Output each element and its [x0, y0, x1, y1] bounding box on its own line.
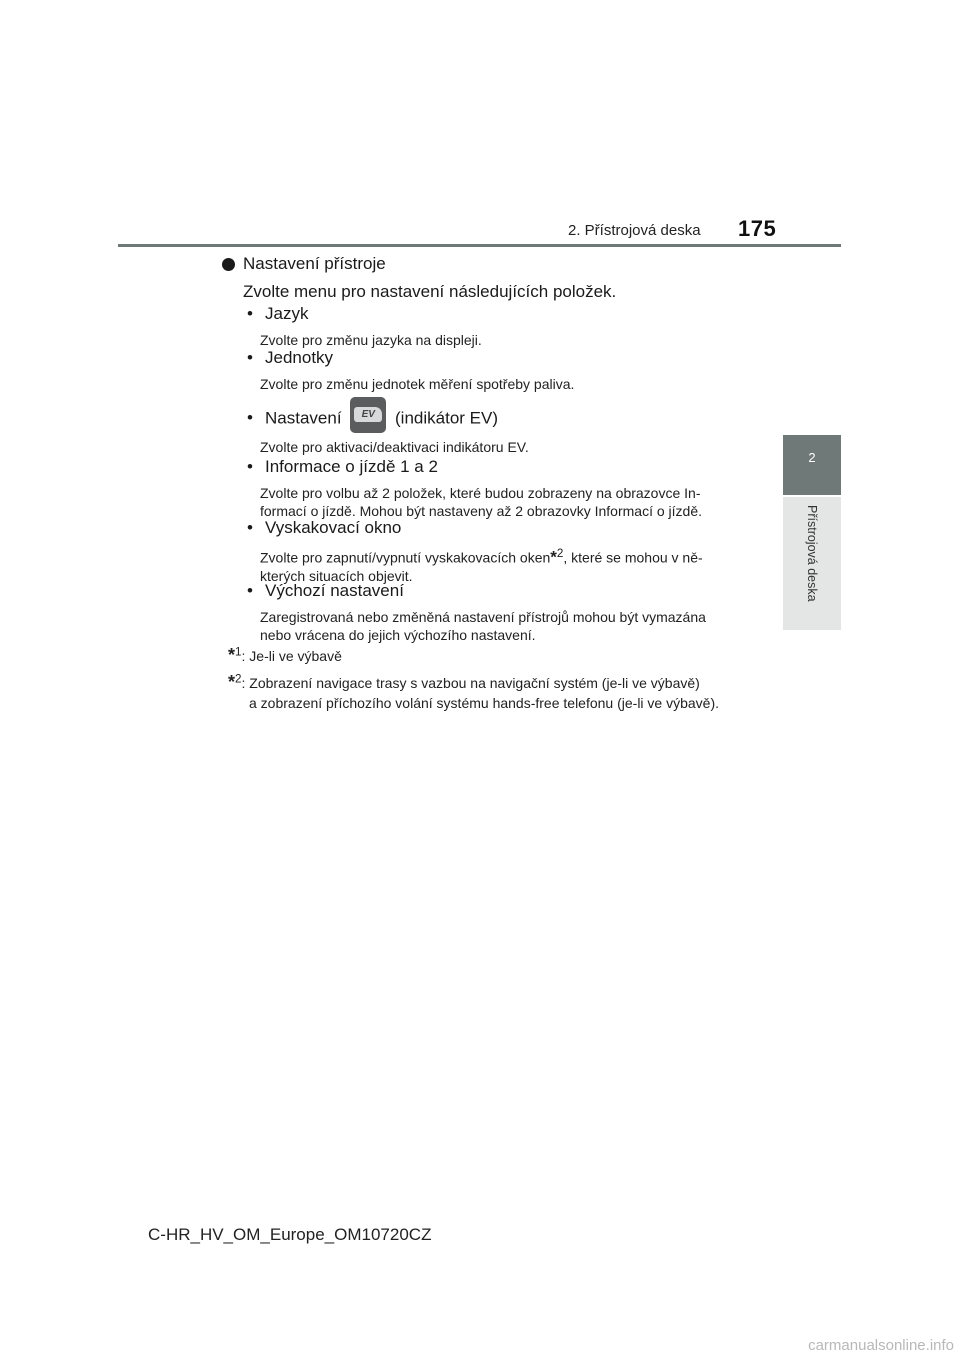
footnote-number: 2 — [235, 672, 242, 686]
page-number: 175 — [738, 216, 777, 241]
footnote-line: a zobrazení příchozího volání systému hands-free telefonu (je-li ve výbavě). — [249, 695, 720, 711]
bullet-icon: • — [247, 348, 253, 367]
bullet-icon: • — [247, 408, 253, 428]
document-code: C-HR_HV_OM_Europe_OM10720CZ — [148, 1225, 432, 1244]
item-description-line: formací o jízdě. Mohou být nastaveny až 2 obrazovky Informací o jízdě. — [260, 503, 702, 519]
footnote-number: 1 — [235, 645, 242, 659]
bullet-icon: • — [247, 457, 253, 476]
item-label: Jazyk — [265, 304, 309, 323]
section-title: Nastavení přístroje — [243, 254, 386, 273]
item-description: Zvolte pro aktivaci/deaktivaci indikátoru EV. — [260, 439, 529, 455]
item-label: Vyskakovací okno — [265, 518, 402, 537]
ev-icon-text: EV — [354, 407, 382, 422]
footnote-star: * — [228, 645, 236, 665]
bullet-icon: • — [247, 518, 253, 537]
desc-text: Zvolte pro zapnutí/vypnutí vyskakovacích oken — [260, 549, 551, 566]
item-description — [260, 608, 706, 644]
list-item — [247, 348, 333, 368]
bullet-icon: • — [247, 581, 253, 600]
list-item — [247, 405, 498, 433]
item-label-suffix: (indikátor EV) — [395, 408, 498, 428]
ev-indicator-icon — [350, 397, 386, 433]
section-intro: Zvolte menu pro nastavení následujících položek. — [243, 282, 617, 301]
list-item — [247, 304, 308, 324]
footnote-ref-number: 2 — [556, 547, 564, 560]
running-header-section: 2. Přístrojová deska — [568, 222, 701, 239]
footnote-text: : Je-li ve výbavě — [241, 648, 342, 664]
item-description-line: Zvolte pro volbu až 2 položek, které budou zobrazeny na obrazovce In- — [260, 485, 701, 501]
bullet-icon: • — [247, 304, 253, 323]
item-label: Jednotky — [265, 348, 334, 367]
header-divider — [118, 244, 841, 247]
list-item — [247, 457, 438, 477]
item-description-line: nebo vrácena do jejich výchozího nastavení. — [260, 627, 536, 643]
footnote — [228, 645, 342, 666]
list-item — [247, 581, 404, 601]
item-description-line: Zaregistrovaná nebo změněná nastavení přístrojů mohou být vymazána — [260, 609, 706, 625]
footnote-text: : Zobrazení navigace trasy s vazbou na navigační systém (je-li ve výbavě) — [241, 675, 700, 691]
item-description-line: kterých situacích objevit. — [260, 567, 413, 584]
footnote-star: * — [228, 672, 236, 692]
item-description — [260, 545, 744, 585]
chapter-tab — [783, 435, 841, 495]
item-description — [260, 484, 744, 520]
section-bullet-icon — [222, 258, 235, 271]
item-label: Informace o jízdě 1 a 2 — [265, 457, 438, 476]
footnote-ref-star: * — [550, 547, 557, 567]
footnote — [228, 672, 748, 711]
item-description-line — [260, 545, 744, 567]
watermark: carmanualsonline.info — [802, 1333, 960, 1358]
list-item — [247, 518, 401, 538]
desc-text: , které se mohou v ně- — [563, 549, 703, 566]
item-label: Nastavení — [265, 408, 342, 428]
chapter-tab-number: 2 — [808, 450, 816, 465]
item-description: Zvolte pro změnu jazyka na displeji. — [260, 332, 482, 348]
footnote-line — [228, 672, 748, 693]
item-label: Výchozí nastavení — [265, 581, 404, 600]
chapter-tab-label: Přístrojová deska — [805, 505, 819, 602]
item-description: Zvolte pro změnu jednotek měření spotřeby paliva. — [260, 376, 575, 392]
